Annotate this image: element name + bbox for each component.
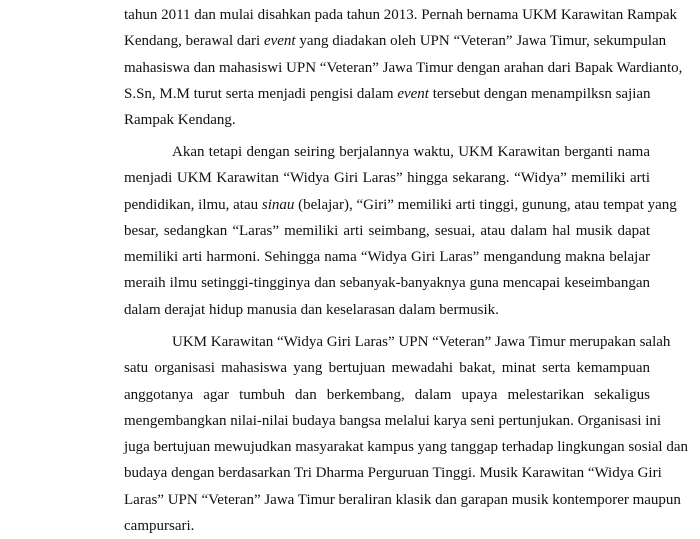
text-run: satu organisasi mahasiswa yang bertujuan mewadahi bakat, minat serta kemampuan — [124, 360, 650, 377]
paragraph-purpose — [124, 329, 689, 539]
text-line — [124, 355, 650, 381]
text-run: Akan tetapi dengan seiring berjalannya waktu, UKM Karawitan berganti nama — [172, 144, 650, 160]
text-run: meraih ilmu setinggi-tingginya dan sebanyak-banyaknya guna mencapai keseimbangan — [124, 275, 650, 292]
text-line — [124, 487, 681, 513]
text-run: mahasiswa dan mahasiswi UPN “Veteran” Jawa Timur dengan arahan dari Bapak Wardianto, — [124, 59, 683, 76]
text-run: dalam derajat hidup manusia dan keselarasan dalam bermusik. — [124, 301, 499, 318]
text-run: (belajar), “Giri” memiliki arti tinggi, gunung, atau tempat yang — [294, 196, 677, 213]
text-line — [124, 28, 667, 54]
text-line — [124, 270, 650, 296]
text-line — [124, 165, 650, 191]
text-run: pendidikan, ilmu, atau — [124, 196, 262, 213]
text-line — [124, 2, 678, 28]
text-run: besar, sedangkan “Laras” memiliki arti seimbang, sesuai, atau dalam hal musik dapat — [124, 222, 650, 239]
text-run: juga bertujuan mewujudkan masyarakat kampus yang tanggap terhadap lingkungan sosial dan — [124, 439, 689, 456]
text-line — [124, 107, 650, 133]
text-line — [124, 408, 662, 434]
text-run: Kendang, berawal dari — [124, 33, 264, 50]
text-run: anggotanya agar tumbuh dan berkembang, dalam upaya melestarikan sekaligus — [124, 386, 650, 403]
text-line — [124, 244, 650, 270]
text-line — [124, 139, 650, 165]
text-line — [124, 382, 650, 408]
text-line — [124, 192, 677, 218]
text-line — [124, 460, 662, 486]
italic-term: sinau — [261, 196, 295, 213]
text-run: yang diadakan oleh UPN “Veteran” Jawa Timur, sekumpulan — [295, 33, 667, 50]
text-run: UKM Karawitan “Widya Giri Laras” UPN “Veteran” Jawa Timur merupakan salah — [172, 334, 671, 350]
text-run: tersebut dengan menampilksn sajian — [428, 85, 651, 102]
text-line — [124, 329, 671, 355]
text-run: Rampak Kendang. — [124, 112, 236, 129]
text-run: tahun 2011 dan mulai disahkan pada tahun 2013. Pernah bernama UKM Karawitan Rampak — [124, 7, 678, 23]
italic-term: event — [263, 33, 296, 50]
text-line — [124, 297, 650, 323]
text-run: menjadi UKM Karawitan “Widya Giri Laras” hingga sekarang. “Widya” memiliki arti — [124, 170, 650, 187]
text-run: Laras” UPN “Veteran” Jawa Timur beraliran klasik dan garapan musik kontemporer maupun — [124, 491, 681, 508]
text-line — [124, 434, 689, 460]
text-line — [124, 55, 683, 81]
paragraph-history — [124, 2, 683, 133]
text-run: budaya dengan berdasarkan Tri Dharma Perguruan Tinggi. Musik Karawitan “Widya Giri — [124, 465, 662, 482]
text-run: S.Sn, M.M turut serta menjadi pengisi dalam — [124, 85, 398, 102]
paragraph-name-meaning — [124, 139, 677, 323]
text-line — [124, 513, 650, 539]
text-line — [124, 218, 650, 244]
text-run: campursari. — [124, 518, 195, 535]
text-run: mengembangkan nilai-nilai budaya bangsa melalui karya seni pertunjukan. Organisasi ini — [124, 412, 662, 429]
text-run: memiliki arti harmoni. Sehingga nama “Widya Giri Laras” mengandung makna belajar — [124, 249, 650, 266]
italic-term: event — [397, 85, 429, 102]
text-line — [124, 81, 650, 107]
